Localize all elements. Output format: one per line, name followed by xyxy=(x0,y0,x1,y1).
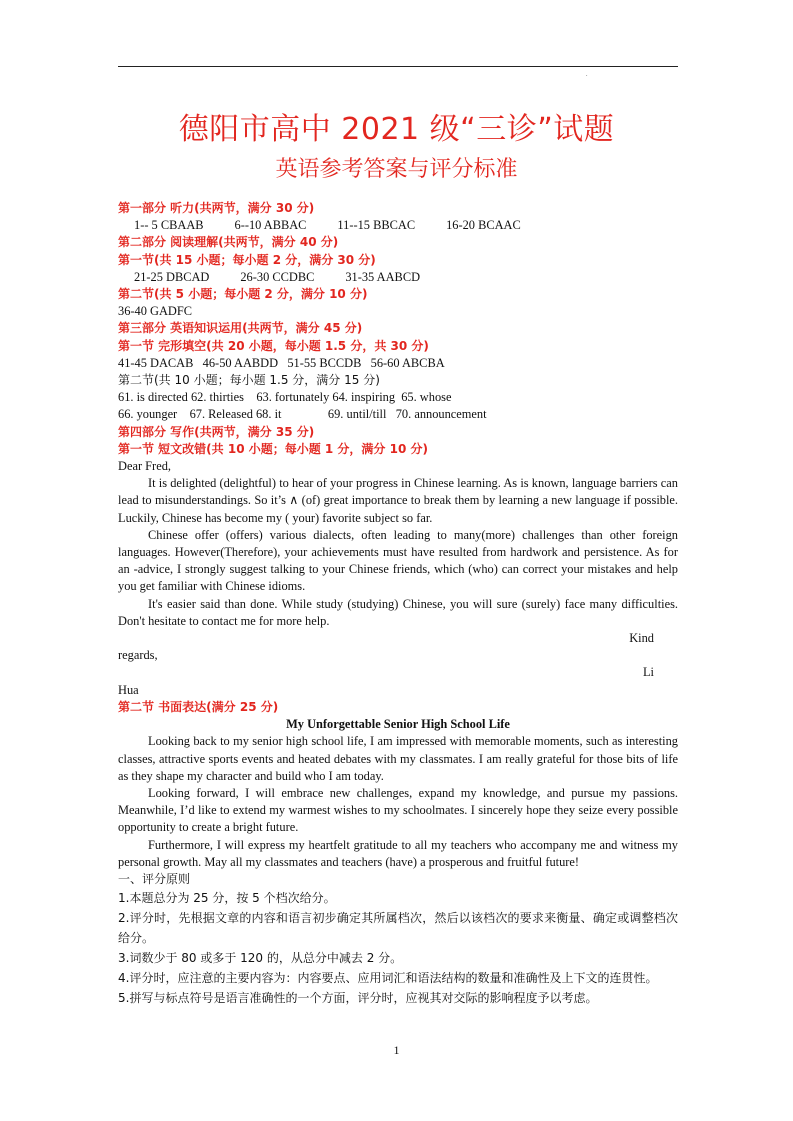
reading-section2-title: 第二节(共 5 小题；每小题 2 分，满分 10 分) xyxy=(118,287,368,302)
letter-greeting: Dear Fred, xyxy=(118,459,171,474)
reading-section1-answers: 21-25 DBCAD 26-30 CCDBC 31-35 AABCD xyxy=(134,269,421,284)
cloze-title: 第一节 完形填空(共 20 小题，每小题 1.5 分，共 30 分) xyxy=(118,338,429,353)
essay-paragraph-2: Looking forward, I will embrace new challenges, expand my knowledge, and pursue my passions. Meanwhile, I’d like to extend my warmest wishes to my schoolmates. I sincerely hope they seize every possible opportunity to create a bright future. xyxy=(118,785,678,835)
essay-title: My Unforgettable Senior High School Life xyxy=(286,717,510,732)
writing-title: 第四部分 写作(共两节，满分 35 分) xyxy=(118,424,315,439)
grammar-answers-line2: 66. younger 67. Released 68. it 69. until/till 70. announcement xyxy=(118,407,487,422)
reading-section2-answers: 36-40 GADFC xyxy=(118,304,193,319)
reading-section1-title: 第一节(共 15 小题；每小题 2 分，满分 30 分) xyxy=(118,252,376,267)
grading-rule-2: 2.评分时，先根据文章的内容和语言初步确定其所属档次，然后以该档次的要求来衡量、确定或调整档次给分。 xyxy=(118,911,678,946)
correction-title: 第一节 短文改错(共 10 小题；每小题 1 分，满分 10 分) xyxy=(118,441,428,456)
listening-title: 第一部分 听力(共两节，满分 30 分) xyxy=(118,201,315,215)
listening-answers: 1-- 5 CBAAB 6--10 ABBAC 11--15 BBCAC 16-20 BCAAC xyxy=(134,218,521,233)
page-number: 1 xyxy=(393,1043,400,1057)
grammar-answers-line1: 61. is directed 62. thirties 63. fortunately 64. inspiring 65. whose xyxy=(118,390,452,405)
document-subtitle: 英语参考答案与评分标准 xyxy=(275,157,518,182)
letter-signature-li: Li xyxy=(642,665,654,680)
header-dot: . xyxy=(586,72,588,78)
letter-signature-hua: Hua xyxy=(118,682,139,697)
grammar-title: 第二节(共 10 小题；每小题 1.5 分，满分 15 分) xyxy=(118,373,380,388)
letter-paragraph-3: It's easier said than done. While study (studying) Chinese, you will sure (surely) face many difficulties. Don't hesitate to contact me for more help. xyxy=(118,596,678,628)
header-rule xyxy=(118,66,678,67)
essay-paragraph-3: Furthermore, I will express my heartfelt gratitude to all my teachers who accompany me and witness my personal growth. May all my classmates and teachers (have) a prosperous and fruitful future! xyxy=(118,837,678,869)
document-title: 德阳市高中 2021 级“三诊”试题 xyxy=(178,112,615,147)
grading-rule-4: 4.评分时，应注意的主要内容为：内容要点、应用词汇和语法结构的数量和准确性及上下文的连贯性。 xyxy=(118,971,658,986)
letter-paragraph-2: Chinese offer (offers) various dialects, often leading to many(more) challenges than other foreign languages. However(Therefore), your achievements must have resulted from hardwork and persistence. As for an -advice, I strongly suggest talking to your Chinese friends, which (who) can correct your mistakes and help you get familiar with Chinese idioms. xyxy=(118,527,678,594)
essay-section-title: 第二节 书面表达(满分 25 分) xyxy=(118,699,279,714)
letter-closing-regards: regards, xyxy=(118,648,158,663)
grading-rule-3: 3.词数少于 80 或多于 120 的，从总分中减去 2 分。 xyxy=(118,951,403,966)
essay-paragraph-1: Looking back to my senior high school life, I am impressed with memorable moments, such as interesting classes, attractive sports events and heated debates with my classmates. I am really grateful for those bits of life as they shape my character and build who I am today. xyxy=(118,734,678,783)
grading-rule-5: 5.拼写与标点符号是语言准确性的一个方面，评分时，应视其对交际的影响程度予以考虑。 xyxy=(118,991,598,1006)
answer-key-body xyxy=(118,200,678,1008)
letter-closing-kind: Kind xyxy=(629,631,654,646)
language-use-title: 第三部分 英语知识运用(共两节，满分 45 分) xyxy=(118,321,363,336)
grading-rule-1: 1.本题总分为 25 分，按 5 个档次给分。 xyxy=(118,891,336,906)
reading-title: 第二部分 阅读理解(共两节，满分 40 分) xyxy=(118,235,339,250)
letter-paragraph-1: It is delighted (delightful) to hear of your progress in Chinese learning. As is known, language barriers can lead to misunderstandings. So it’s ∧ (of) great importance to break them by learning a new language if possible. Luckily, Chinese has become my ( your) favorite subject so far. xyxy=(118,476,678,525)
cloze-answers: 41-45 DACAB 46-50 AABDD 51-55 BCCDB 56-60 ABCBA xyxy=(118,355,445,370)
grading-heading: 一、评分原则 xyxy=(118,871,191,886)
